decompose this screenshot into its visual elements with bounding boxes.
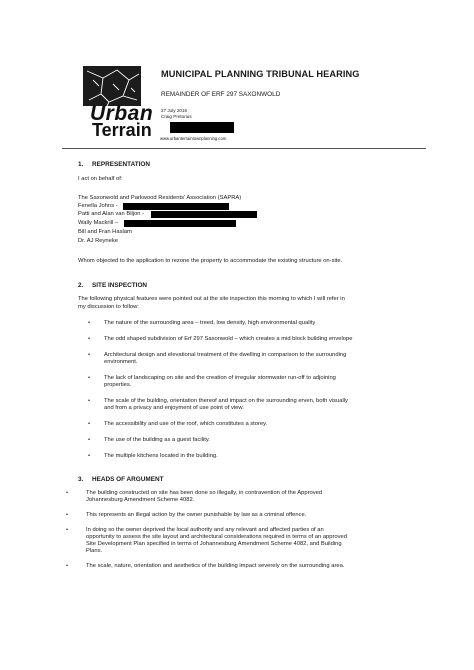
list-item-line: environment. [104,359,138,365]
list-item: • The scale, nature, orientation and aesthetics of the building impact severely on the surrounding area. [66,563,345,569]
section-number: 3. [78,476,84,483]
list-item-line: opportunity to assess the site layout and architectural considerations required in terms of an approved [86,534,348,540]
section-heading-representation [78,161,150,168]
list-item-line: Johannesburg Amendment Scheme 4082. [86,497,195,503]
document-author: Craig Pretorius [161,114,192,119]
representation-intro: I act on behalf of: [78,176,123,182]
party-line: Wally Mackrill – [78,220,119,226]
list-item-line: Site Development Plan specified in terms of Johannesburg Amendment Scheme 4082, and Building [86,541,342,547]
list-item-line: The lack of landscaping on site and the creation of irregular stormwater run-off to adjoining [104,375,336,381]
document-title: MUNICIPAL PLANNING TRIBUNAL HEARING [161,69,360,79]
redaction-block [123,203,229,210]
document-subtitle: REMAINDER OF ERF 297 SAXONWOLD [161,91,281,98]
list-item-line: The building constructed on site has been done so illegally, in contravention of the Approved [86,490,323,496]
list-item: • The odd shaped subdivision of Erf 297 Saxonwold – which creates a mid block building envelope [88,336,353,342]
logo-word-terrain: Terrain [92,120,152,140]
website-url: www.urbanterraintownplanning.com [160,136,227,141]
party-line: Bill and Fran Haslam [78,229,132,235]
site-inspection-list [88,320,416,460]
list-item: • The use of the building as a guest facility. [88,437,210,443]
list-item-line: The odd shaped subdivision of Erf 297 Saxonwold – which creates a mid block building envelope [104,336,353,342]
list-item-line: The use of the building as a guest facility. [104,437,210,443]
section-heading-site-inspection [78,282,147,289]
list-item: • The building constructed on site has been done so illegally, in contravention of the Approved Johannesburg Amendment Scheme 4082. [66,490,323,503]
list-item-line: The scale of the building, orientation thereof and impact on the surrounding erven, both visually [104,398,348,404]
section-number: 1. [78,161,84,168]
site-inspection-intro: The following physical features were pointed out at the site inspection this morning to which I will refer in [78,296,345,302]
section-heading-label: SITE INSPECTION [92,282,148,289]
heads-of-argument-list [66,490,416,570]
party-line: Dr. AJ Reyneke [78,238,118,244]
party-line: The Saxonwold and Parkwood Residents' Association (SAPRA) [78,195,242,201]
list-item-line: The scale, nature, orientation and aesthetics of the building impact severely on the surrounding area. [86,563,345,569]
list-item: • The lack of landscaping on site and the creation of irregular stormwater run-off to adjoining properties. [88,375,336,388]
list-item: • The scale of the building, orientation thereof and impact on the surrounding erven, both visually and from a privacy and enjoyment of use point of view. [88,398,348,411]
logo-word-urban: Urban [90,102,154,125]
site-inspection-intro: my discussion to follow: [78,304,139,310]
list-item-line: In doing so the owner deprived the local authority and any relevant and affected parties of an [86,527,324,533]
list-item: • The nature of the surrounding area – treed, low density, high environmental quality [88,320,316,326]
list-item: • The multiple kitchens located in the building. [88,453,218,459]
redaction-block [151,211,257,218]
party-line: Fenella Johns - [78,203,118,209]
list-item-line: Plans. [86,548,103,554]
list-item-line: The nature of the surrounding area – treed, low density, high environmental quality [104,320,316,326]
list-item-line: This represents an illegal action by the owner punishable by law as a criminal offence. [86,512,307,518]
list-item-line: The multiple kitchens located in the building. [104,453,218,459]
representation-closing: Whom objected to the application to rezone the property to accommodate the existing structure on-site. [78,258,343,264]
list-item-line: and from a privacy and enjoyment of use point of view. [104,405,244,411]
section-heading-heads-of-argument [78,476,163,483]
list-item-line: properties. [104,382,132,388]
document-date: 27 July 2016 [161,108,188,113]
list-item: • The accessibility and use of the roof, which constitutes a storey. [88,421,268,427]
header-divider [62,148,426,149]
party-line: Patti and Alan van Biljon - [78,211,145,217]
redaction-block [124,220,236,227]
list-item: • This represents an illegal action by the owner punishable by law as a criminal offence. [66,512,307,518]
list-item: • In doing so the owner deprived the local authority and any relevant and affected parties of an opportunity to assess the site layout and architectural considerations required in terms of an approved Site Development Plan specified in terms of Johannesburg Amendment Scheme 4082, and Building Plans. [66,527,348,554]
list-item-line: The accessibility and use of the roof, which constitutes a storey. [104,421,268,427]
section-number: 2. [78,282,84,289]
list-item: • Architectural design and elevational treatment of the dwelling in comparison to the surrounding environment. [88,352,347,365]
list-item-line: Architectural design and elevational treatment of the dwelling in comparison to the surrounding [104,352,347,358]
section-heading-label: REPRESENTATION [92,161,150,168]
section-heading-label: HEADS OF ARGUMENT [92,476,164,483]
redaction-block [170,122,234,133]
